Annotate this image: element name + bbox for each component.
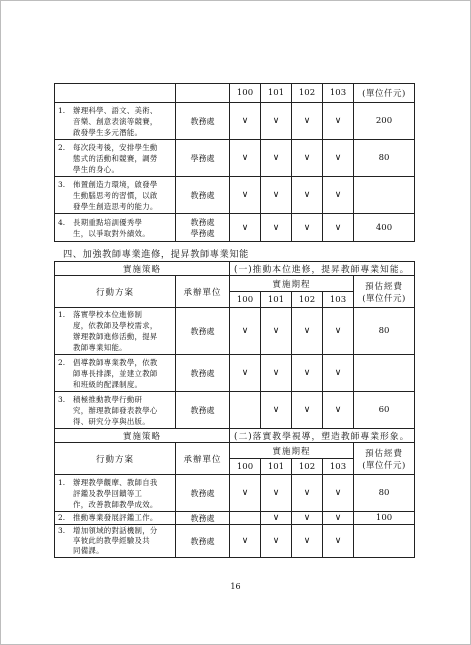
responsible-unit: 教務處 <box>176 475 230 512</box>
empty-cell <box>176 84 230 103</box>
check-mark: ∨ <box>323 177 354 214</box>
unit-header: 承辦單位 <box>176 443 230 475</box>
table-row <box>55 177 415 214</box>
check-mark: ∨ <box>323 475 354 512</box>
table-header-row <box>55 84 415 103</box>
check-mark: ∨ <box>230 103 261 140</box>
check-mark: ∨ <box>261 512 292 525</box>
year-header: 101 <box>261 292 292 308</box>
check-mark: ∨ <box>261 177 292 214</box>
year-header: 102 <box>292 292 323 308</box>
year-header: 102 <box>292 459 323 475</box>
budget-value <box>354 177 415 214</box>
check-mark: ∨ <box>261 525 292 558</box>
check-mark: ∨ <box>230 140 261 177</box>
period-header: 實施期程 <box>230 276 354 292</box>
check-mark: ∨ <box>292 475 323 512</box>
budget-value: 80 <box>354 308 415 355</box>
teacher-development-table <box>54 261 415 558</box>
responsible-unit: 教務處 <box>176 512 230 525</box>
year-header: 102 <box>292 84 323 103</box>
table-row <box>55 103 415 140</box>
strategy-title: (一)推動本位進修，提昇教師專業知能。 <box>230 262 415 276</box>
check-mark: ∨ <box>261 308 292 355</box>
check-mark: ∨ <box>292 177 323 214</box>
action-item: 4. 長期重點培訓優秀學 生，以爭取對外績效。 <box>55 214 176 242</box>
strategy-row <box>55 429 415 443</box>
responsible-unit: 教務處 <box>176 177 230 214</box>
section-heading: 四、加強教師專業進修，提昇教師專業知能 <box>63 249 249 260</box>
year-header: 101 <box>261 459 292 475</box>
plan-header: 行動方案 <box>55 276 176 308</box>
check-mark: ∨ <box>323 512 354 525</box>
check-cell <box>230 392 261 429</box>
table-row <box>55 214 415 242</box>
check-mark: ∨ <box>261 355 292 392</box>
responsible-unit: 教務處 <box>176 392 230 429</box>
check-mark: ∨ <box>292 355 323 392</box>
check-mark: ∨ <box>323 525 354 558</box>
year-header: 100 <box>230 459 261 475</box>
check-mark: ∨ <box>323 103 354 140</box>
action-item: 1. 辦理科學、語文、美術、 音樂、創意表演等競賽， 啟發學生多元潛能。 <box>55 103 176 140</box>
budget-value: 80 <box>354 475 415 512</box>
check-mark: ∨ <box>230 177 261 214</box>
budget-header: 預估經費 (單位仟元) <box>354 276 415 308</box>
responsible-unit: 教務處 <box>176 525 230 558</box>
action-item: 3. 積極推動教學行動研 究，辦理教師發表教學心 得、研究分享與出版。 <box>55 392 176 429</box>
check-mark: ∨ <box>292 308 323 355</box>
action-item: 2. 倡導教師專業教學，依教 師專長排課，並建立教師 和班級的配課制度。 <box>55 355 176 392</box>
table-row <box>55 512 415 525</box>
empty-cell <box>55 84 176 103</box>
action-item: 3. 佈置創造力環境，啟發學 生動腦思考的習慣，以啟 發學生創造思考的能力。 <box>55 177 176 214</box>
unit-header: 承辦單位 <box>176 276 230 308</box>
action-item: 3. 增加領域的對話機制，分 享彼此的教學經驗及共 同備課。 <box>55 525 176 558</box>
header-row <box>55 276 415 292</box>
year-header: 103 <box>323 84 354 103</box>
responsible-unit: 教務處 <box>176 103 230 140</box>
strategy-label: 實施策略 <box>55 429 230 443</box>
strategy-label: 實施策略 <box>55 262 230 276</box>
action-item: 2. 每次段考後，安排學生動 態式的活動和競賽，調勞 學生的身心。 <box>55 140 176 177</box>
budget-value: 200 <box>354 103 415 140</box>
activities-table <box>54 83 415 242</box>
budget-value: 400 <box>354 214 415 242</box>
budget-header: 預估經費 (單位仟元) <box>354 443 415 475</box>
year-header: 100 <box>230 84 261 103</box>
check-mark: ∨ <box>292 392 323 429</box>
table-row <box>55 475 415 512</box>
page-number: 16 <box>230 582 241 591</box>
check-mark: ∨ <box>230 525 261 558</box>
check-mark: ∨ <box>323 140 354 177</box>
responsible-unit: 教務處 學務處 <box>176 214 230 242</box>
check-mark: ∨ <box>261 392 292 429</box>
check-mark: ∨ <box>230 475 261 512</box>
check-mark: ∨ <box>261 475 292 512</box>
table-row <box>55 525 415 558</box>
table-row <box>55 140 415 177</box>
check-cell <box>230 512 261 525</box>
budget-value <box>354 355 415 392</box>
check-mark: ∨ <box>230 355 261 392</box>
table-row <box>55 392 415 429</box>
action-item: 1. 辦理教學觀摩、教師自我 評鑑及教學回饋等工 作，改善教師教學成效。 <box>55 475 176 512</box>
strategy-row <box>55 262 415 276</box>
year-header: 103 <box>323 292 354 308</box>
action-item: 1. 落實學校本位進修制 度，依教師及學校需求， 辦理教師進修活動，提昇 教師專業知能。 <box>55 308 176 355</box>
check-mark: ∨ <box>292 525 323 558</box>
check-mark: ∨ <box>292 512 323 525</box>
check-mark: ∨ <box>292 214 323 242</box>
check-mark: ∨ <box>323 392 354 429</box>
check-mark: ∨ <box>261 214 292 242</box>
strategy-title: (二)落實教學視導，塑造教師專業形象。 <box>230 429 415 443</box>
table-row <box>55 355 415 392</box>
check-mark: ∨ <box>292 103 323 140</box>
check-mark: ∨ <box>261 103 292 140</box>
table-row <box>55 308 415 355</box>
responsible-unit: 學務處 <box>176 140 230 177</box>
action-item: 2. 推動專業發展評鑑工作。 <box>55 512 176 525</box>
budget-unit-header: (單位仟元) <box>354 84 415 103</box>
year-header: 100 <box>230 292 261 308</box>
year-header: 101 <box>261 84 292 103</box>
period-header: 實施期程 <box>230 443 354 459</box>
budget-value: 80 <box>354 140 415 177</box>
check-mark: ∨ <box>230 214 261 242</box>
check-mark: ∨ <box>323 308 354 355</box>
budget-value <box>354 525 415 558</box>
check-mark: ∨ <box>323 355 354 392</box>
responsible-unit: 教務處 <box>176 308 230 355</box>
header-row <box>55 443 415 459</box>
plan-header: 行動方案 <box>55 443 176 475</box>
check-mark: ∨ <box>230 308 261 355</box>
check-mark: ∨ <box>292 140 323 177</box>
budget-value: 60 <box>354 392 415 429</box>
check-mark: ∨ <box>323 214 354 242</box>
responsible-unit: 教務處 <box>176 355 230 392</box>
budget-value: 100 <box>354 512 415 525</box>
check-mark: ∨ <box>261 140 292 177</box>
year-header: 103 <box>323 459 354 475</box>
